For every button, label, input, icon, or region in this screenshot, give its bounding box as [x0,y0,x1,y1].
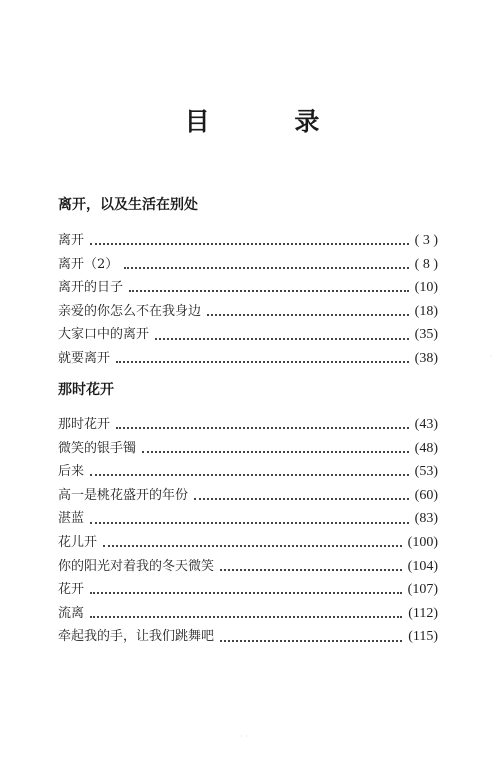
page-number: (10) [414,280,438,296]
toc-entry[interactable] [58,602,438,626]
entry-title: 那时花开 [58,417,111,432]
toc-entry[interactable] [58,555,438,579]
dot-leader [142,450,409,453]
page-number: ( 3 ) [414,233,438,248]
page-number: (100) [407,534,438,550]
toc-entry[interactable] [58,507,438,531]
dot-leader [116,360,409,363]
page-number: (43) [414,417,438,432]
dot-leader [90,473,409,476]
toc-entry[interactable] [58,625,438,649]
entry-title: 离开（2） [58,256,119,272]
entry-title: 牵起我的手，让我们跳舞吧 [58,629,215,645]
dot-leader [220,639,402,642]
dot-leader [155,337,409,340]
section-heading-2: 那时花开 [58,382,114,398]
dot-leader [103,544,402,547]
dot-leader [194,497,409,500]
dot-leader [90,521,409,524]
page-number: (35) [414,327,438,343]
dot-leader [116,426,409,429]
page-number: (107) [407,582,438,598]
page-number: (83) [414,511,438,527]
toc-list-section-2 [58,413,438,649]
entry-title: 花儿开 [58,534,98,550]
entry-title: 微笑的银手镯 [58,440,137,456]
toc-entry[interactable] [58,484,438,508]
dot-leader [207,313,409,316]
toc-list-section-1 [58,229,438,371]
entry-title: 后来 [58,464,85,480]
toc-entry[interactable] [58,300,438,324]
page-number: (38) [414,350,438,366]
page-number: (53) [414,464,438,480]
toc-entry[interactable] [58,253,438,277]
toc-entry[interactable] [58,229,438,253]
dot-leader [90,615,402,618]
entry-title: 离开 [58,233,85,248]
entry-title: 湛蓝 [58,511,85,527]
toc-entry[interactable] [58,413,438,437]
entry-title: 你的阳光对着我的冬天微笑 [58,558,215,574]
dot-leader [129,289,409,292]
page-number: ( 8 ) [414,256,438,272]
page-number: (48) [414,440,438,456]
dot-leader [124,266,408,269]
toc-entry[interactable] [58,323,438,347]
scan-speck: · · [240,732,248,741]
entry-title: 流离 [58,605,85,621]
page-number: (112) [408,605,438,621]
toc-entry[interactable] [58,276,438,300]
toc-entry[interactable] [58,437,438,461]
page-number: (60) [414,487,438,503]
scan-speck: · [490,352,493,361]
entry-title: 亲爱的你怎么不在我身边 [58,303,202,319]
page-number: (18) [414,303,438,319]
section-heading-1: 离开，以及生活在别处 [58,197,198,213]
entry-title: 就要离开 [58,350,111,366]
toc-entry[interactable] [58,347,438,371]
toc-entry[interactable] [58,578,438,602]
toc-entry[interactable] [58,460,438,484]
dot-leader [90,242,409,245]
entry-title: 大家口中的离开 [58,327,150,343]
page-number: (104) [407,558,438,574]
page-title: 目 录 [184,107,358,136]
dot-leader [220,568,402,571]
entry-title: 高一是桃花盛开的年份 [58,487,189,503]
entry-title: 花开 [58,582,85,598]
dot-leader [90,591,402,594]
entry-title: 离开的日子 [58,280,124,296]
toc-entry[interactable] [58,531,438,555]
page-number: (115) [408,629,438,645]
